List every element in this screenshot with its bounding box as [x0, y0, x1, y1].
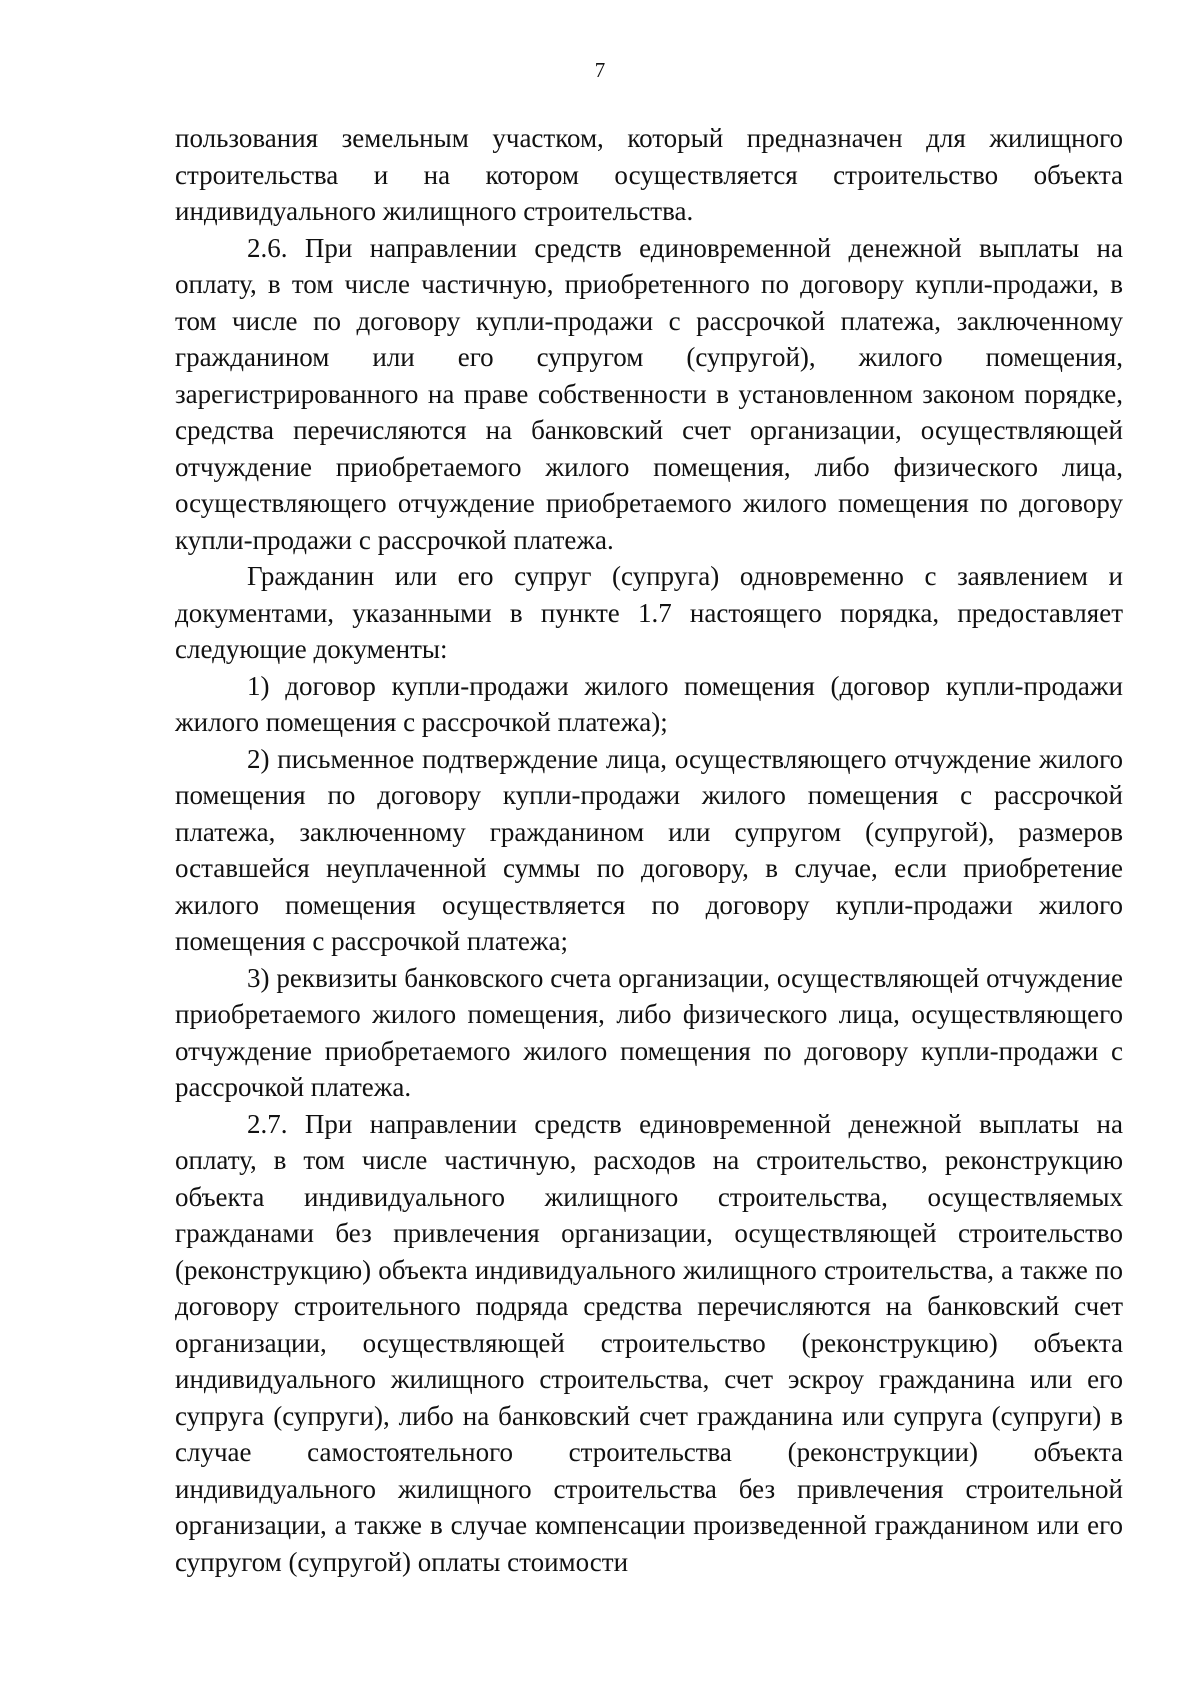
list-item-1: 1) договор купли-продажи жилого помещения (договор купли-продажи жилого помещения с рассрочкой платежа); — [175, 670, 1123, 737]
list-item-3: 3) реквизиты банковского счета организации, осуществляющей отчуждение приобретаемого жилого помещения, либо физического лица, осуществляющего отчуждение приобретаемого жилого помещения по договору купли-продажи с рассрочкой платежа. — [175, 962, 1123, 1102]
paragraph-2-7: 2.7. При направлении средств единовременной денежной выплаты на оплату, в том числе частичную, расходов на строительство, реконструкцию объекта индивидуального жилищного строительства, осуществляемых гражданами без привлечения организации, осуществляющей строительство (реконструкцию) объекта индивидуального жилищного строительства, а также по договору строительного подряда средства перечисляются на банковский счет организации, осуществляющей строительство (реконструкцию) объекта индивидуального жилищного строительства, счет эскроу гражданина или его супруга (супруги), либо на банковский счет гражданина или супруга (супруги) в случае самостоятельного строительства (реконструкции) объекта индивидуального жилищного строительства без привлечения строительной организации, а также в случае компенсации произведенной гражданином или его супругом (супругой) оплаты стоимости — [175, 1108, 1123, 1577]
document-body — [175, 120, 1123, 1580]
paragraph-continuation: пользования земельным участком, который предназначен для жилищного строительства и на котором осуществляется строительство объекта индивидуального жилищного строительства. — [175, 123, 1123, 226]
list-item-2: 2) письменное подтверждение лица, осуществляющего отчуждение жилого помещения по договору купли-продажи жилого помещения с рассрочкой платежа, заключенному гражданином или супругом (супругой), размеров оставшейся неуплаченной суммы по договору, в случае, если приобретение жилого помещения осуществляется по договору купли-продажи жилого помещения с рассрочкой платежа; — [175, 743, 1123, 956]
page-number: 7 — [594, 58, 606, 82]
paragraph-documents-intro: Гражданин или его супруг (супруга) одновременно с заявлением и документами, указанными в пункте 1.7 настоящего порядка, предоставляет следующие документы: — [175, 561, 1123, 664]
paragraph-2-6: 2.6. При направлении средств единовременной денежной выплаты на оплату, в том числе частичную, приобретенного по договору купли-продажи, в том числе по договору купли-продажи с рассрочкой платежа, заключенному гражданином или его супругом (супругой), жилого помещения, зарегистрированного на праве собственности в установленном законом порядке, средства перечисляются на банковский счет организации, осуществляющей отчуждение приобретаемого жилого помещения, либо физического лица, осуществляющего отчуждение приобретаемого жилого помещения по договору купли-продажи с рассрочкой платежа. — [175, 232, 1123, 555]
